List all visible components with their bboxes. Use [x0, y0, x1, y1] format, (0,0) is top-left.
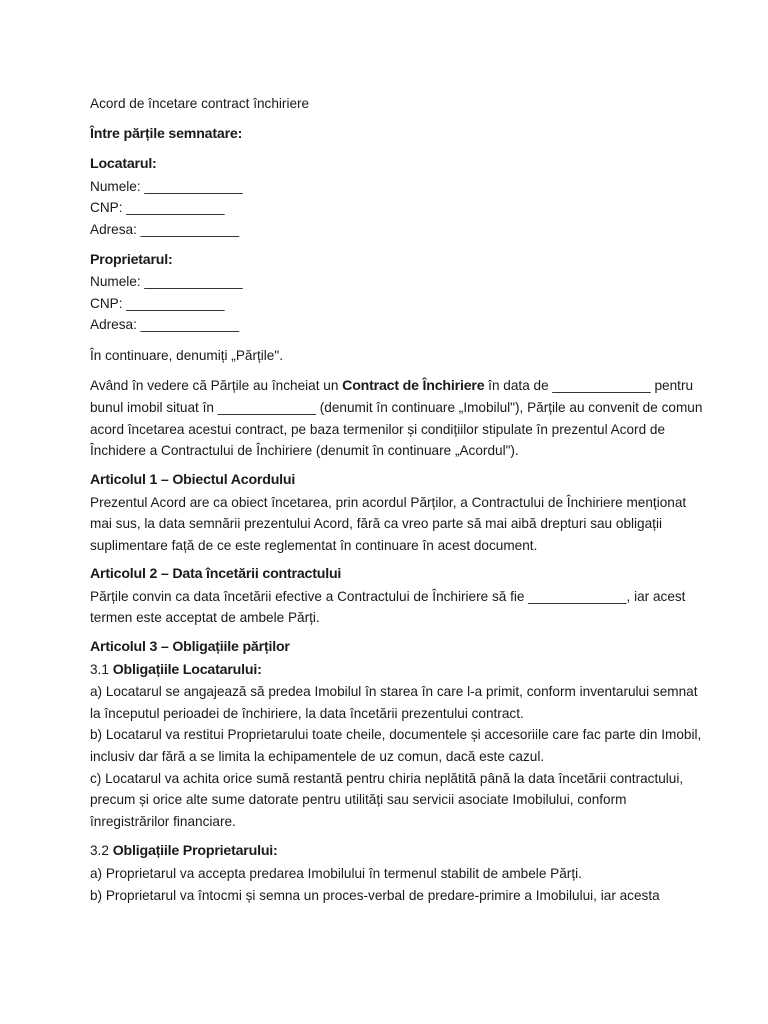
- tenant-name-field: Numele: _____________: [90, 178, 243, 194]
- article1-heading: Articolul 1 – Obiectul Acordului: [90, 471, 296, 488]
- preamble-part1: Având în vedere că Părțile au încheiat un: [90, 377, 343, 393]
- section-3-2-number: 3.2: [90, 843, 113, 859]
- document-title: Acord de încetare contract închiriere: [90, 96, 310, 111]
- tenant-heading: Locatarul:: [90, 156, 157, 173]
- article1-text: Prezentul Acord are ca obiect încetarea, prin acordul Părților, a Contractului de Închiriere menționat mai sus, la data semnării prezentului Acord, fără ca vreo parte să mai aibă drepturi sau obligații suplimentare față de ce este reglementat în continuare în acest document.: [90, 494, 687, 553]
- tenant-cnp-field: CNP: _____________: [90, 200, 225, 216]
- preamble-part2: în data de _____________ pentru bunul imobil situat în _____________ (denumit în continuare „Imobilul"), Părțile au convenit de comun acord încetarea acestui contract, pe baza termenilor și condițiilor stipulate în prezentul Acord de Închidere a Contractului de Închiriere (denumit în continuare „Acordul").: [90, 377, 703, 459]
- parties-heading: Între părțile semnatare:: [90, 125, 243, 142]
- preamble-paragraph: [90, 375, 708, 462]
- owner-block: [90, 250, 708, 336]
- tenant-block: [90, 154, 708, 240]
- section-3-2-item-a: a) Proprietarul va accepta predarea Imobilului în termenul stabilit de ambele Părți.: [90, 866, 582, 881]
- section-3-2-heading: [90, 840, 708, 863]
- tenant-address-field: Adresa: _____________: [90, 221, 239, 237]
- section-3-1-number: 3.1: [90, 661, 113, 677]
- section-3-2-label: Obligațiile Proprietarului:: [112, 843, 278, 860]
- owner-address-field: Adresa: _____________: [90, 317, 239, 333]
- parties-named-text: În continuare, denumiți „Părțile".: [90, 347, 283, 363]
- owner-heading: Proprietarul:: [90, 251, 173, 268]
- section-3-1-item-a: a) Locatarul se angajează să predea Imobilul în starea în care l-a primit, conform inventarului semnat la începutul perioadei de închiriere, la data încetării prezentului contract.: [90, 684, 698, 721]
- owner-name-field: Numele: _____________: [90, 274, 243, 290]
- section-3-1-item-b: b) Locatarul va restitui Proprietarului toate cheile, documentele și accesoriile care fac parte din Imobil, inclusiv dar fără a se limita la echipamentele de uz comun, dacă este cazul.: [90, 727, 702, 765]
- section-3-1-item-c: c) Locatarul va achita orice sumă restantă pentru chiria neplătită până la data încetării contractului, precum și orice alte sume datorate pentru utilități sau servicii asociate Imobilului, conform înregistrărilor financiare.: [90, 770, 684, 829]
- section-3-1-heading: [90, 659, 708, 682]
- article2-text: Părțile convin ca data încetării efective a Contractului de Închiriere să fie _____________, iar acest termen este acceptat de ambele Părți.: [90, 588, 686, 626]
- article2-heading: Articolul 2 – Data încetării contractului: [90, 566, 342, 583]
- section-3-1-label: Obligațiile Locatarului:: [112, 661, 262, 678]
- section-3-2-item-b: b) Proprietarul va întocmi și semna un proces-verbal de predare-primire a Imobilului, iar acesta: [90, 887, 660, 903]
- article3-heading: Articolul 3 – Obligațiile părților: [90, 639, 290, 656]
- owner-cnp-field: CNP: _____________: [90, 295, 225, 311]
- preamble-contract-term: Contract de Închiriere: [342, 377, 485, 394]
